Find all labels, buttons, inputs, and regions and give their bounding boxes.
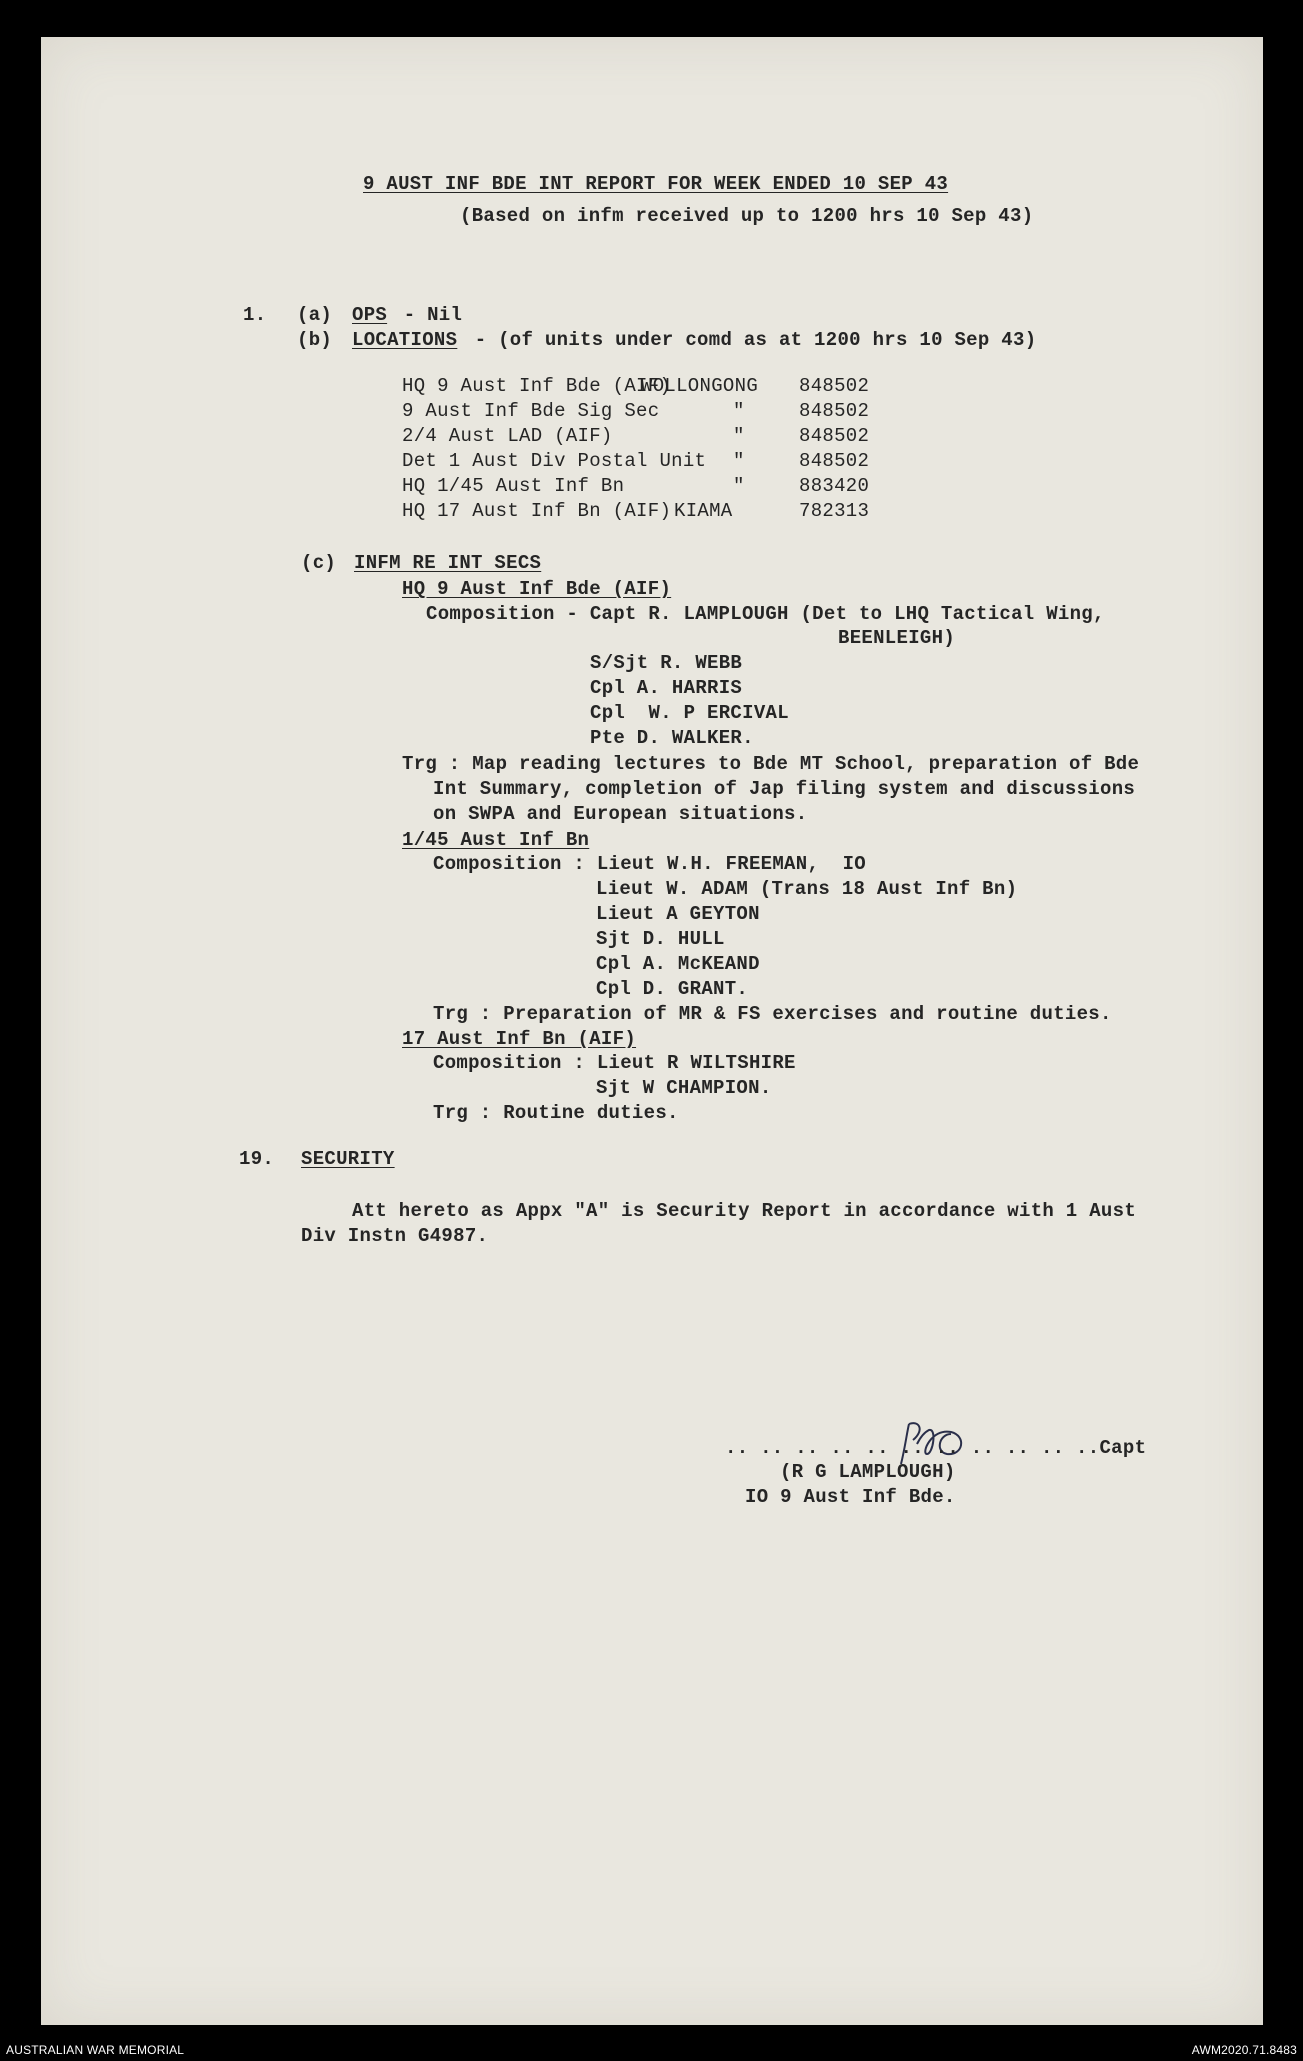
section-19-heading: SECURITY <box>301 1148 395 1170</box>
location-place: " <box>733 425 745 447</box>
location-place: " <box>733 400 745 422</box>
bn45-heading: 1/45 Aust Inf Bn <box>402 829 590 851</box>
location-map-ref: 848502 <box>799 450 870 472</box>
document-page <box>41 37 1263 2025</box>
location-unit: HQ 17 Aust Inf Bn (AIF) <box>402 500 672 522</box>
hq-composition-line-2: BEENLEIGH) <box>838 627 956 649</box>
location-place: KIAMA <box>674 500 733 522</box>
hq-training-line-2: Int Summary, completion of Jap filing system and discussions <box>433 778 1136 800</box>
location-unit: Det 1 Aust Div Postal Unit <box>402 450 707 472</box>
section-19-number: 19. <box>239 1148 275 1170</box>
location-map-ref: 848502 <box>799 375 870 397</box>
location-place: WOLLONGONG <box>641 375 759 397</box>
section-1c-label: (c) <box>301 552 337 574</box>
section-1b-label: (b) <box>297 329 333 351</box>
hq-training-line-3: on SWPA and European situations. <box>433 803 808 825</box>
bn17-heading: 17 Aust Inf Bn (AIF) <box>402 1028 637 1050</box>
footer-credit: AUSTRALIAN WAR MEMORIAL <box>6 2043 185 2057</box>
section-1a-heading: OPS <box>352 304 388 326</box>
location-unit: HQ 1/45 Aust Inf Bn <box>402 475 625 497</box>
location-map-ref: 782313 <box>799 500 870 522</box>
bn17-composition: Composition : Lieut R WILTSHIRE <box>433 1052 796 1074</box>
hq-member: Pte D. WALKER. <box>590 727 754 749</box>
bn17-member: Sjt W CHAMPION. <box>596 1077 772 1099</box>
footer-accession-number: AWM2020.71.8483 <box>1191 2043 1297 2057</box>
location-place: " <box>733 450 745 472</box>
hq-training-line-1: Trg : Map reading lectures to Bde MT School, preparation of Bde <box>402 753 1140 775</box>
signatory-role: IO 9 Aust Inf Bde. <box>745 1486 956 1508</box>
bn17-training: Trg : Routine duties. <box>433 1102 679 1124</box>
location-map-ref: 883420 <box>799 475 870 497</box>
location-place: " <box>733 475 745 497</box>
hq-bde-heading: HQ 9 Aust Inf Bde (AIF) <box>402 578 672 600</box>
report-title: 9 AUST INF BDE INT REPORT FOR WEEK ENDED 10 SEP 43 <box>363 173 949 195</box>
section-19-text-line-1: Att hereto as Appx "A" is Security Report in accordance with 1 Aust <box>352 1200 1137 1222</box>
section-1a-text: - Nil <box>392 304 463 326</box>
section-1b-text: - (of units under comd as at 1200 hrs 10 Sep 43) <box>463 329 1037 351</box>
location-map-ref: 848502 <box>799 425 870 447</box>
bn45-training: Trg : Preparation of MR & FS exercises and routine duties. <box>433 1003 1112 1025</box>
bn45-member: Cpl D. GRANT. <box>596 978 749 1000</box>
section-1a-label: (a) <box>297 304 333 326</box>
hq-composition-line-1: Composition - Capt R. LAMPLOUGH (Det to LHQ Tactical Wing, <box>426 603 1105 625</box>
signature-line: .. .. .. .. .. .. .. .. .. .. ..Capt <box>725 1437 1147 1459</box>
section-1c-heading: INFM RE INT SECS <box>354 552 542 574</box>
bn45-member: Cpl A. McKEAND <box>596 953 760 975</box>
bn45-composition: Composition : Lieut W.H. FREEMAN, IO <box>433 853 866 875</box>
report-subtitle: (Based on infm received up to 1200 hrs 10 Sep 43) <box>460 205 1034 227</box>
location-map-ref: 848502 <box>799 400 870 422</box>
location-unit: 2/4 Aust LAD (AIF) <box>402 425 613 447</box>
section-1-number: 1. <box>243 304 267 326</box>
location-unit: 9 Aust Inf Bde Sig Sec <box>402 400 660 422</box>
section-19-text-line-2: Div Instn G4987. <box>301 1225 489 1247</box>
location-unit: HQ 9 Aust Inf Bde (AIF) <box>402 375 672 397</box>
bn45-member: Sjt D. HULL <box>596 928 725 950</box>
hq-member: Cpl A. HARRIS <box>590 677 743 699</box>
bn45-member: Lieut A GEYTON <box>596 903 760 925</box>
bn45-member: Lieut W. ADAM (Trans 18 Aust Inf Bn) <box>596 878 1018 900</box>
hq-member: Cpl W. P ERCIVAL <box>590 702 789 724</box>
hq-member: S/Sjt R. WEBB <box>590 652 743 674</box>
signatory-name: (R G LAMPLOUGH) <box>780 1461 956 1483</box>
section-1b-heading: LOCATIONS <box>352 329 458 351</box>
